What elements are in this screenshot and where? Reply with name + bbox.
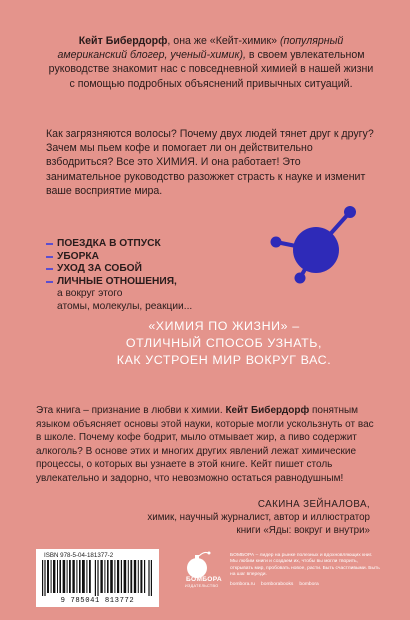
dash-bullet-icon	[46, 281, 53, 283]
intro-part2: в своем увлекательном руководстве знакомит нас с повседневной химией в нашей жизни с помощью подробных объяснений привычных ситуаций.	[48, 49, 374, 90]
topic-item	[46, 238, 246, 251]
reviewer-name: САКИНА ЗЕЙНАЛОВА,	[257, 499, 370, 510]
questions-paragraph: Как загрязняются волосы? Почему двух людей тянет друг к другу? Зачем мы пьем кофе и помогает ли он действительно взбодриться? Все это ХИМИЯ. И она работает! Это занимательное руководство разожжет страсть к науке и изменит ваше восприятие мира.	[46, 128, 374, 197]
topic-item	[46, 263, 246, 276]
publisher-links	[230, 582, 380, 588]
intro-paragraph	[46, 34, 376, 91]
intro-italic: (популярный американский блогер, ученый-химик),	[57, 35, 344, 62]
body-author-name: Кейт Бибердорф	[225, 405, 310, 416]
body-part2: понятным языком объясняет основы этой науки, которые могли ускользнуть от вас в школе. Почему кофе бодрит, мыло отмывает жир, а пиво содержит алкоголь? В основе этих и многих других явлений лежат химические процессы, о которых вы узнаете в этой книге. Кейт пишет столь увлекательно и задорно, что невозможно остаться равнодушным!	[36, 405, 374, 484]
barcode-icon	[42, 560, 153, 596]
logo-brand: БОМБОРА	[186, 576, 222, 583]
topics-tail-line1: а вокруг этого	[57, 288, 123, 300]
quote-line2: ОТЛИЧНЫЙ СПОСОБ УЗНАТЬ,	[125, 336, 323, 350]
logo-sub: ИЗДАТЕЛЬСТВО	[185, 584, 219, 588]
body-part1: Эта книга – признание в любви к химии.	[36, 405, 226, 416]
publisher-info	[230, 553, 380, 588]
quote-line1: «ХИМИЯ ПО ЖИЗНИ» –	[148, 319, 300, 333]
reviewer-role: химик, научный журналист, автор и иллюстратор	[147, 511, 370, 523]
reviewer-book: книги «Яды: вокруг и внутри»	[236, 524, 370, 536]
reviewer-signature	[100, 499, 370, 537]
quote-line3: КАК УСТРОЕН МИР ВОКРУГ ВАС.	[116, 353, 332, 367]
topic-item	[46, 251, 246, 264]
topics-tail-line2: атомы, молекулы, реакции...	[57, 300, 193, 312]
link-social-1[interactable]: bomborabooks	[261, 581, 294, 587]
barcode-digits: 9 785041 813772	[60, 597, 135, 605]
link-social-2[interactable]: bombora	[299, 581, 319, 587]
topic-label: УХОД ЗА СОБОЙ	[57, 263, 142, 275]
link-website[interactable]: bombora.ru	[230, 581, 256, 587]
publisher-logo	[168, 550, 226, 600]
topics-list	[46, 238, 246, 314]
intro-author-name: Кейт Бибердорф	[78, 35, 168, 47]
isbn-text: ISBN 978-5-04-181377-2	[44, 552, 114, 559]
topic-label: ЛИЧНЫЕ ОТНОШЕНИЯ,	[57, 275, 177, 287]
review-paragraph	[36, 404, 376, 486]
dash-bullet-icon	[46, 268, 53, 270]
isbn-barcode	[36, 549, 159, 607]
dash-bullet-icon	[46, 243, 53, 245]
molecule-icon	[258, 190, 368, 330]
topic-label: УБОРКА	[57, 250, 99, 262]
intro-part1: , она же «Кейт-химик»	[167, 35, 278, 47]
dash-bullet-icon	[46, 256, 53, 258]
pull-quote	[96, 318, 352, 369]
publisher-text: БОМБОРА – лидер на рынке полезных и вдохновляющих книг. Мы любим книги и создаем их, чтобы вы могли творить, открывать мир, пробовать новое, расти. Быть счастливыми. Быть на шаг впереди.	[230, 553, 380, 578]
topic-label: ПОЕЗДКА В ОТПУСК	[57, 238, 161, 249]
topic-item	[46, 276, 246, 289]
